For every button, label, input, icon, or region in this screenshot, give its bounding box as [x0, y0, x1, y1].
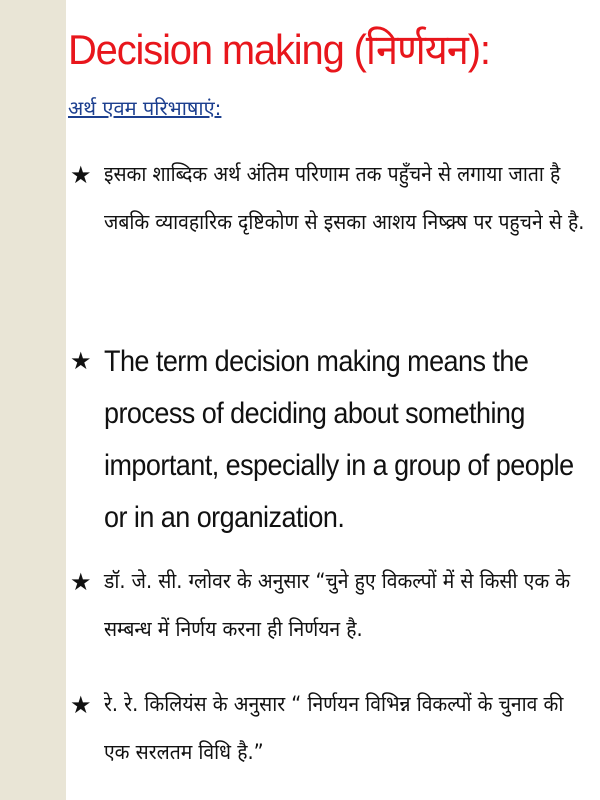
bullet-text: डॉ. जे. सी. ग्लोवर के अनुसार “चुने हुए विकल्पों में से किसी एक के सम्बन्ध में निर्णय करना ही निर्णयन है.: [104, 569, 571, 641]
slide-title: Decision making (निर्णयन):: [68, 26, 490, 73]
star-bullet-icon: ★: [70, 162, 92, 189]
star-bullet-icon: ★: [70, 692, 92, 719]
bullet-list: [70, 0, 590, 800]
slide-subtitle: अर्थ एवम परिभाषाएं:: [68, 96, 222, 120]
bullet-text: रे. रे. किलियंस के अनुसार “ निर्णयन विभिन्न विकल्पों के चुनाव की एक सरलतम विधि है.”: [104, 692, 564, 764]
decorative-side-strip: [0, 0, 66, 800]
bullet-text: इसका शाब्दिक अर्थ अंतिम परिणाम तक पहुँचने से लगाया जाता है जबकि व्यावहारिक दृष्टिकोण से इसका आशय निष्क्र्ष पर पहुचने से है.: [104, 162, 585, 234]
bullet-text: The term decision making means the process of deciding about something important, especially in a group of people or in an organization.: [104, 345, 574, 534]
star-bullet-icon: ★: [70, 348, 92, 375]
star-bullet-icon: ★: [70, 569, 92, 596]
